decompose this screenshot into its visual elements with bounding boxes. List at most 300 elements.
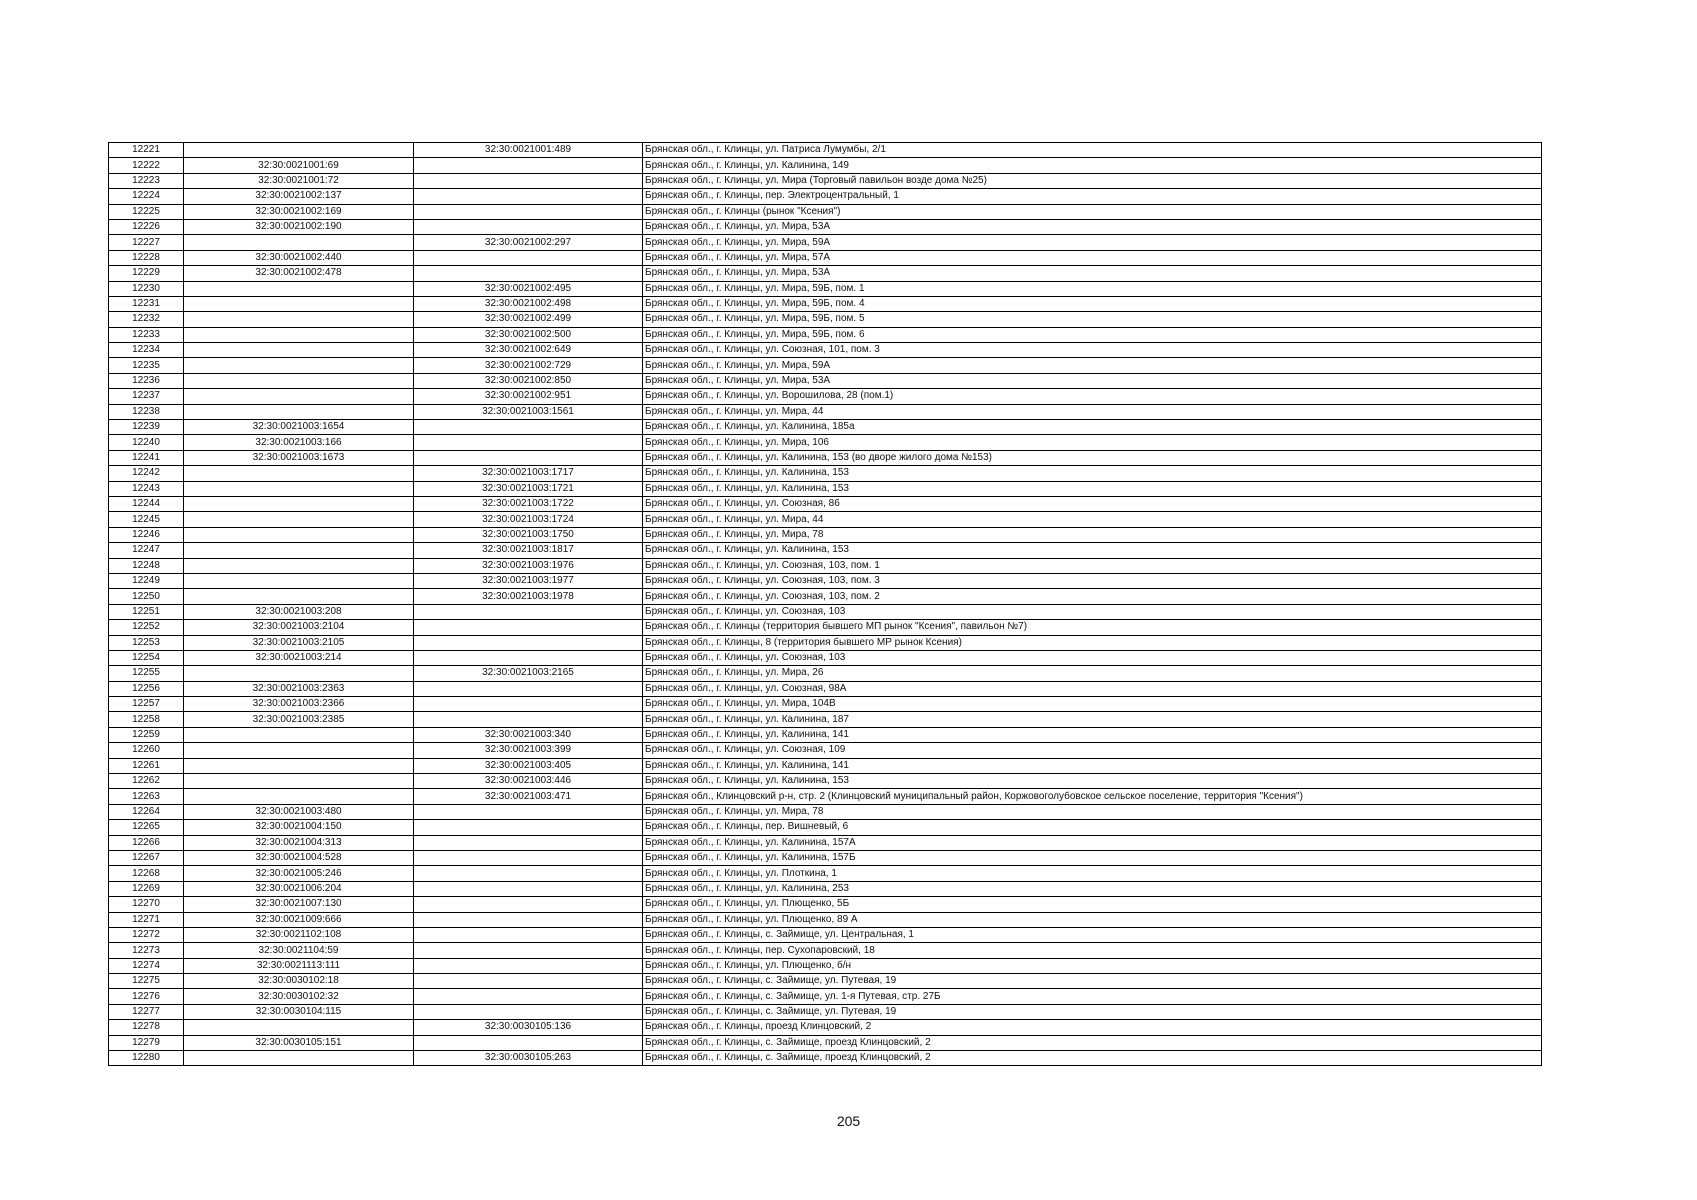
cadastral-number-cell: [184, 558, 414, 573]
row-number-cell: 12232: [109, 312, 184, 327]
room-cadastral-number-cell: [414, 974, 643, 989]
room-cadastral-number-cell: [414, 866, 643, 881]
room-cadastral-number-cell: [414, 958, 643, 973]
address-cell: Брянская обл., г. Клинцы, ул. Плющенко, б/н: [643, 958, 1542, 973]
cadastral-number-cell: [184, 543, 414, 558]
address-cell: Брянская обл., г. Клинцы, с. Займище, ул. Путевая, 19: [643, 1004, 1542, 1019]
table-row: [109, 235, 1542, 250]
row-number-cell: 12271: [109, 912, 184, 927]
cadastral-number-cell: [184, 327, 414, 342]
table-row: [109, 850, 1542, 865]
cadastral-number-cell: 32:30:0021006:204: [184, 881, 414, 896]
cadastral-number-cell: [184, 358, 414, 373]
row-number-cell: 12246: [109, 527, 184, 542]
row-number-cell: 12250: [109, 589, 184, 604]
cadastral-number-cell: 32:30:0021003:2104: [184, 620, 414, 635]
room-cadastral-number-cell: 32:30:0021002:649: [414, 343, 643, 358]
cadastral-number-cell: 32:30:0021001:69: [184, 158, 414, 173]
address-cell: Брянская обл., г. Клинцы (территория бывшего МП рынок "Ксения", павильон №7): [643, 620, 1542, 635]
row-number-cell: 12270: [109, 897, 184, 912]
table-row: [109, 312, 1542, 327]
room-cadastral-number-cell: [414, 927, 643, 942]
cadastral-number-cell: [184, 389, 414, 404]
cadastral-number-cell: [184, 589, 414, 604]
room-cadastral-number-cell: 32:30:0021003:1978: [414, 589, 643, 604]
address-cell: Брянская обл., г. Клинцы, ул. Мира, 106: [643, 435, 1542, 450]
room-cadastral-number-cell: 32:30:0021003:1977: [414, 573, 643, 588]
room-cadastral-number-cell: 32:30:0021003:1722: [414, 496, 643, 511]
cadastral-number-cell: 32:30:0021113:111: [184, 958, 414, 973]
room-cadastral-number-cell: [414, 820, 643, 835]
table-row: [109, 189, 1542, 204]
row-number-cell: 12221: [109, 143, 184, 158]
table-row: [109, 774, 1542, 789]
table-row: [109, 327, 1542, 342]
page-number: 205: [836, 1113, 861, 1129]
cadastral-number-cell: [184, 727, 414, 742]
cadastral-number-cell: 32:30:0021002:440: [184, 250, 414, 265]
cadastral-number-cell: [184, 343, 414, 358]
cadastral-number-cell: 32:30:0021003:2385: [184, 712, 414, 727]
row-number-cell: 12265: [109, 820, 184, 835]
cadastral-number-cell: 32:30:0021004:528: [184, 850, 414, 865]
cadastral-number-cell: 32:30:0021104:59: [184, 943, 414, 958]
table-row: [109, 666, 1542, 681]
table-row: [109, 343, 1542, 358]
room-cadastral-number-cell: [414, 650, 643, 665]
room-cadastral-number-cell: [414, 912, 643, 927]
table-row: [109, 404, 1542, 419]
address-cell: Брянская обл., г. Клинцы, ул. Союзная, 103: [643, 604, 1542, 619]
row-number-cell: 12255: [109, 666, 184, 681]
room-cadastral-number-cell: 32:30:0030105:136: [414, 1020, 643, 1035]
room-cadastral-number-cell: 32:30:0021003:2165: [414, 666, 643, 681]
room-cadastral-number-cell: [414, 266, 643, 281]
address-cell: Брянская обл., г. Клинцы, ул. Патриса Лумумбы, 2/1: [643, 143, 1542, 158]
address-cell: Брянская обл., г. Клинцы, ул. Мира, 26: [643, 666, 1542, 681]
row-number-cell: 12244: [109, 496, 184, 511]
cadastral-number-cell: 32:30:0021009:666: [184, 912, 414, 927]
table-row: [109, 620, 1542, 635]
registry-table: [108, 142, 1542, 1066]
address-cell: Брянская обл., г. Клинцы, ул. Плющенко, 5Б: [643, 897, 1542, 912]
cadastral-number-cell: [184, 666, 414, 681]
row-number-cell: 12231: [109, 296, 184, 311]
address-cell: Брянская обл., г. Клинцы, с. Займище, ул. 1-я Путевая, стр. 27Б: [643, 989, 1542, 1004]
row-number-cell: 12236: [109, 373, 184, 388]
table-row: [109, 250, 1542, 265]
room-cadastral-number-cell: [414, 681, 643, 696]
table-row: [109, 358, 1542, 373]
address-cell: Брянская обл., г. Клинцы (рынок "Ксения"): [643, 204, 1542, 219]
row-number-cell: 12234: [109, 343, 184, 358]
cadastral-number-cell: 32:30:0021003:208: [184, 604, 414, 619]
address-cell: Брянская обл., г. Клинцы, ул. Союзная, 109: [643, 743, 1542, 758]
cadastral-number-cell: 32:30:0030102:32: [184, 989, 414, 1004]
cadastral-number-cell: [184, 466, 414, 481]
row-number-cell: 12268: [109, 866, 184, 881]
row-number-cell: 12261: [109, 758, 184, 773]
address-cell: Брянская обл., г. Клинцы, ул. Калинина, 153: [643, 543, 1542, 558]
row-number-cell: 12223: [109, 173, 184, 188]
room-cadastral-number-cell: 32:30:0021003:1750: [414, 527, 643, 542]
table-row: [109, 420, 1542, 435]
cadastral-number-cell: 32:30:0021003:2105: [184, 635, 414, 650]
cadastral-number-cell: [184, 512, 414, 527]
room-cadastral-number-cell: 32:30:0021002:297: [414, 235, 643, 250]
cadastral-number-cell: 32:30:0030102:18: [184, 974, 414, 989]
cadastral-number-cell: [184, 281, 414, 296]
table-row: [109, 697, 1542, 712]
cadastral-number-cell: 32:30:0030105:151: [184, 1035, 414, 1050]
address-cell: Брянская обл., г. Клинцы, ул. Калинина, 157А: [643, 835, 1542, 850]
table-row: [109, 481, 1542, 496]
table-row: [109, 1020, 1542, 1035]
cadastral-number-cell: 32:30:0021003:2366: [184, 697, 414, 712]
address-cell: Брянская обл., г. Клинцы, ул. Калинина, 153: [643, 466, 1542, 481]
row-number-cell: 12266: [109, 835, 184, 850]
table-row: [109, 1051, 1542, 1066]
row-number-cell: 12239: [109, 420, 184, 435]
cadastral-number-cell: 32:30:0021002:478: [184, 266, 414, 281]
row-number-cell: 12228: [109, 250, 184, 265]
table-row: [109, 496, 1542, 511]
room-cadastral-number-cell: 32:30:0021003:405: [414, 758, 643, 773]
cadastral-number-cell: [184, 573, 414, 588]
table-row: [109, 912, 1542, 927]
row-number-cell: 12267: [109, 850, 184, 865]
room-cadastral-number-cell: 32:30:0021003:1724: [414, 512, 643, 527]
cadastral-number-cell: [184, 774, 414, 789]
room-cadastral-number-cell: 32:30:0021002:729: [414, 358, 643, 373]
table-row: [109, 143, 1542, 158]
row-number-cell: 12279: [109, 1035, 184, 1050]
cadastral-number-cell: [184, 312, 414, 327]
row-number-cell: 12253: [109, 635, 184, 650]
room-cadastral-number-cell: 32:30:0021003:1817: [414, 543, 643, 558]
address-cell: Брянская обл., г. Клинцы, с. Займище, проезд Клинцовский, 2: [643, 1035, 1542, 1050]
room-cadastral-number-cell: [414, 219, 643, 234]
address-cell: Брянская обл., г. Клинцы, ул. Калинина, 149: [643, 158, 1542, 173]
room-cadastral-number-cell: [414, 604, 643, 619]
table-row: [109, 681, 1542, 696]
row-number-cell: 12240: [109, 435, 184, 450]
room-cadastral-number-cell: [414, 712, 643, 727]
room-cadastral-number-cell: [414, 1004, 643, 1019]
room-cadastral-number-cell: 32:30:0030105:263: [414, 1051, 643, 1066]
room-cadastral-number-cell: [414, 804, 643, 819]
address-cell: Брянская обл., г. Клинцы, ул. Союзная, 103, пом. 2: [643, 589, 1542, 604]
address-cell: Брянская обл., г. Клинцы, ул. Союзная, 98А: [643, 681, 1542, 696]
address-cell: Брянская обл., г. Клинцы, ул. Союзная, 101, пом. 3: [643, 343, 1542, 358]
room-cadastral-number-cell: [414, 158, 643, 173]
table-row: [109, 266, 1542, 281]
address-cell: Брянская обл., г. Клинцы, ул. Мира, 59Б, пом. 4: [643, 296, 1542, 311]
address-cell: Брянская обл., г. Клинцы, ул. Калинина, 185а: [643, 420, 1542, 435]
address-cell: Брянская обл., г. Клинцы, проезд Клинцовский, 2: [643, 1020, 1542, 1035]
address-cell: Брянская обл., г. Клинцы, ул. Мира, 53А: [643, 373, 1542, 388]
table-row: [109, 389, 1542, 404]
address-cell: Брянская обл., г. Клинцы, ул. Мира, 104В: [643, 697, 1542, 712]
table-row: [109, 527, 1542, 542]
cadastral-number-cell: [184, 404, 414, 419]
row-number-cell: 12249: [109, 573, 184, 588]
address-cell: Брянская обл., г. Клинцы, пер. Сухопаровский, 18: [643, 943, 1542, 958]
cadastral-number-cell: [184, 143, 414, 158]
room-cadastral-number-cell: [414, 250, 643, 265]
row-number-cell: 12273: [109, 943, 184, 958]
room-cadastral-number-cell: [414, 204, 643, 219]
room-cadastral-number-cell: [414, 450, 643, 465]
cadastral-number-cell: [184, 789, 414, 804]
row-number-cell: 12235: [109, 358, 184, 373]
table-row: [109, 866, 1542, 881]
row-number-cell: 12241: [109, 450, 184, 465]
address-cell: Брянская обл., г. Клинцы, ул. Калинина, 153 (во дворе жилого дома №153): [643, 450, 1542, 465]
room-cadastral-number-cell: [414, 989, 643, 1004]
cadastral-number-cell: 32:30:0021003:166: [184, 435, 414, 450]
room-cadastral-number-cell: [414, 943, 643, 958]
table-row: [109, 466, 1542, 481]
cadastral-number-cell: 32:30:0021004:150: [184, 820, 414, 835]
registry-table-body: [109, 143, 1542, 1066]
room-cadastral-number-cell: [414, 420, 643, 435]
cadastral-number-cell: 32:30:0021003:1654: [184, 420, 414, 435]
room-cadastral-number-cell: 32:30:0021002:500: [414, 327, 643, 342]
address-cell: Брянская обл., г. Клинцы, с. Займище, проезд Клинцовский, 2: [643, 1051, 1542, 1066]
address-cell: Брянская обл., г. Клинцы, ул. Союзная, 103, пом. 1: [643, 558, 1542, 573]
table-row: [109, 1004, 1542, 1019]
table-row: [109, 743, 1542, 758]
row-number-cell: 12275: [109, 974, 184, 989]
room-cadastral-number-cell: [414, 635, 643, 650]
address-cell: Брянская обл., г. Клинцы, ул. Плющенко, 89 А: [643, 912, 1542, 927]
table-row: [109, 974, 1542, 989]
room-cadastral-number-cell: [414, 697, 643, 712]
room-cadastral-number-cell: [414, 850, 643, 865]
address-cell: Брянская обл., г. Клинцы, ул. Калинина, 157Б: [643, 850, 1542, 865]
address-cell: Брянская обл., г. Клинцы, ул. Мира, 59Б, пом. 5: [643, 312, 1542, 327]
table-row: [109, 712, 1542, 727]
cadastral-number-cell: [184, 743, 414, 758]
row-number-cell: 12259: [109, 727, 184, 742]
table-row: [109, 727, 1542, 742]
address-cell: Брянская обл., г. Клинцы, ул. Мира, 44: [643, 404, 1542, 419]
address-cell: Брянская обл., г. Клинцы, пер. Вишневый, 6: [643, 820, 1542, 835]
table-row: [109, 450, 1542, 465]
address-cell: Брянская обл., г. Клинцы, ул. Калинина, 141: [643, 758, 1542, 773]
address-cell: Брянская обл., г. Клинцы, ул. Мира, 78: [643, 527, 1542, 542]
address-cell: Брянская обл., г. Клинцы, ул. Союзная, 103, пом. 3: [643, 573, 1542, 588]
cadastral-number-cell: 32:30:0021003:1673: [184, 450, 414, 465]
row-number-cell: 12280: [109, 1051, 184, 1066]
row-number-cell: 12274: [109, 958, 184, 973]
cadastral-number-cell: [184, 496, 414, 511]
room-cadastral-number-cell: 32:30:0021003:399: [414, 743, 643, 758]
address-cell: Брянская обл., г. Клинцы, ул. Мира, 59Б, пом. 1: [643, 281, 1542, 296]
address-cell: Брянская обл., г. Клинцы, ул. Калинина, 141: [643, 727, 1542, 742]
room-cadastral-number-cell: [414, 881, 643, 896]
cadastral-number-cell: [184, 481, 414, 496]
room-cadastral-number-cell: [414, 189, 643, 204]
address-cell: Брянская обл., г. Клинцы, ул. Союзная, 103: [643, 650, 1542, 665]
table-row: [109, 219, 1542, 234]
address-cell: Брянская обл., г. Клинцы, ул. Мира, 53А: [643, 266, 1542, 281]
table-row: [109, 204, 1542, 219]
table-row: [109, 650, 1542, 665]
table-row: [109, 881, 1542, 896]
table-row: [109, 758, 1542, 773]
table-row: [109, 573, 1542, 588]
row-number-cell: 12256: [109, 681, 184, 696]
cadastral-number-cell: [184, 758, 414, 773]
table-row: [109, 958, 1542, 973]
room-cadastral-number-cell: [414, 620, 643, 635]
row-number-cell: 12254: [109, 650, 184, 665]
address-cell: Брянская обл., г. Клинцы, пер. Электроцентральный, 1: [643, 189, 1542, 204]
cadastral-number-cell: 32:30:0021004:313: [184, 835, 414, 850]
row-number-cell: 12263: [109, 789, 184, 804]
cadastral-number-cell: 32:30:0021002:137: [184, 189, 414, 204]
room-cadastral-number-cell: 32:30:0021002:498: [414, 296, 643, 311]
table-row: [109, 158, 1542, 173]
cadastral-number-cell: [184, 296, 414, 311]
row-number-cell: 12260: [109, 743, 184, 758]
room-cadastral-number-cell: 32:30:0021003:446: [414, 774, 643, 789]
row-number-cell: 12257: [109, 697, 184, 712]
row-number-cell: 12230: [109, 281, 184, 296]
address-cell: Брянская обл., г. Клинцы, ул. Мира, 59Б, пом. 6: [643, 327, 1542, 342]
room-cadastral-number-cell: 32:30:0021003:1721: [414, 481, 643, 496]
table-row: [109, 943, 1542, 958]
table-row: [109, 789, 1542, 804]
table-row: [109, 512, 1542, 527]
row-number-cell: 12227: [109, 235, 184, 250]
cadastral-number-cell: [184, 235, 414, 250]
address-cell: Брянская обл., г. Клинцы, с. Займище, ул. Путевая, 19: [643, 974, 1542, 989]
room-cadastral-number-cell: [414, 897, 643, 912]
room-cadastral-number-cell: 32:30:0021003:340: [414, 727, 643, 742]
room-cadastral-number-cell: 32:30:0021003:471: [414, 789, 643, 804]
address-cell: Брянская обл., г. Клинцы, ул. Мира, 59А: [643, 358, 1542, 373]
address-cell: Брянская обл., г. Клинцы, ул. Мира, 53А: [643, 219, 1542, 234]
row-number-cell: 12226: [109, 219, 184, 234]
address-cell: Брянская обл., г. Клинцы, ул. Союзная, 86: [643, 496, 1542, 511]
row-number-cell: 12222: [109, 158, 184, 173]
address-cell: Брянская обл., г. Клинцы, ул. Калинина, 187: [643, 712, 1542, 727]
cadastral-number-cell: 32:30:0021002:169: [184, 204, 414, 219]
address-cell: Брянская обл., г. Клинцы, ул. Плоткина, 1: [643, 866, 1542, 881]
table-row: [109, 589, 1542, 604]
table-row: [109, 173, 1542, 188]
address-cell: Брянская обл., г. Клинцы, ул. Мира (Торговый павильон возде дома №25): [643, 173, 1542, 188]
table-row: [109, 604, 1542, 619]
room-cadastral-number-cell: 32:30:0021001:489: [414, 143, 643, 158]
address-cell: Брянская обл., г. Клинцы, ул. Калинина, 153: [643, 481, 1542, 496]
table-row: [109, 296, 1542, 311]
address-cell: Брянская обл., г. Клинцы, ул. Ворошилова, 28 (пом.1): [643, 389, 1542, 404]
row-number-cell: 12251: [109, 604, 184, 619]
table-row: [109, 635, 1542, 650]
table-row: [109, 989, 1542, 1004]
cadastral-number-cell: 32:30:0021003:2363: [184, 681, 414, 696]
table-row: [109, 435, 1542, 450]
room-cadastral-number-cell: [414, 173, 643, 188]
row-number-cell: 12224: [109, 189, 184, 204]
row-number-cell: 12225: [109, 204, 184, 219]
row-number-cell: 12233: [109, 327, 184, 342]
row-number-cell: 12247: [109, 543, 184, 558]
address-cell: Брянская обл., г. Клинцы, ул. Калинина, 253: [643, 881, 1542, 896]
row-number-cell: 12269: [109, 881, 184, 896]
cadastral-number-cell: 32:30:0030104:115: [184, 1004, 414, 1019]
cadastral-number-cell: [184, 1051, 414, 1066]
address-cell: Брянская обл., Клинцовский р-н, стр. 2 (Клинцовский муниципальный район, Коржовоголубовское сельское поселение, территория "Ксения"): [643, 789, 1542, 804]
room-cadastral-number-cell: [414, 435, 643, 450]
row-number-cell: 12264: [109, 804, 184, 819]
address-cell: Брянская обл., г. Клинцы, с. Займище, ул. Центральная, 1: [643, 927, 1542, 942]
room-cadastral-number-cell: 32:30:0021002:499: [414, 312, 643, 327]
row-number-cell: 12278: [109, 1020, 184, 1035]
row-number-cell: 12258: [109, 712, 184, 727]
table-row: [109, 543, 1542, 558]
cadastral-number-cell: 32:30:0021003:214: [184, 650, 414, 665]
room-cadastral-number-cell: 32:30:0021003:1561: [414, 404, 643, 419]
cadastral-number-cell: 32:30:0021002:190: [184, 219, 414, 234]
table-row: [109, 897, 1542, 912]
room-cadastral-number-cell: 32:30:0021003:1976: [414, 558, 643, 573]
address-cell: Брянская обл., г. Клинцы, ул. Калинина, 153: [643, 774, 1542, 789]
row-number-cell: 12272: [109, 927, 184, 942]
cadastral-number-cell: 32:30:0021003:480: [184, 804, 414, 819]
table-row: [109, 373, 1542, 388]
row-number-cell: 12238: [109, 404, 184, 419]
cadastral-number-cell: [184, 527, 414, 542]
address-cell: Брянская обл., г. Клинцы, ул. Мира, 57А: [643, 250, 1542, 265]
row-number-cell: 12252: [109, 620, 184, 635]
address-cell: Брянская обл., г. Клинцы, ул. Мира, 59А: [643, 235, 1542, 250]
cadastral-number-cell: 32:30:0021001:72: [184, 173, 414, 188]
room-cadastral-number-cell: [414, 1035, 643, 1050]
room-cadastral-number-cell: 32:30:0021003:1717: [414, 466, 643, 481]
table-row: [109, 281, 1542, 296]
table-row: [109, 820, 1542, 835]
row-number-cell: 12243: [109, 481, 184, 496]
address-cell: Брянская обл., г. Клинцы, 8 (территория бывшего МР рынок Ксения): [643, 635, 1542, 650]
cadastral-number-cell: [184, 1020, 414, 1035]
room-cadastral-number-cell: 32:30:0021002:495: [414, 281, 643, 296]
row-number-cell: 12237: [109, 389, 184, 404]
row-number-cell: 12248: [109, 558, 184, 573]
address-cell: Брянская обл., г. Клинцы, ул. Мира, 78: [643, 804, 1542, 819]
room-cadastral-number-cell: [414, 835, 643, 850]
cadastral-number-cell: 32:30:0021007:130: [184, 897, 414, 912]
room-cadastral-number-cell: 32:30:0021002:850: [414, 373, 643, 388]
table-row: [109, 835, 1542, 850]
row-number-cell: 12242: [109, 466, 184, 481]
row-number-cell: 12262: [109, 774, 184, 789]
address-cell: Брянская обл., г. Клинцы, ул. Мира, 44: [643, 512, 1542, 527]
table-row: [109, 804, 1542, 819]
table-row: [109, 1035, 1542, 1050]
table-row: [109, 927, 1542, 942]
row-number-cell: 12245: [109, 512, 184, 527]
cadastral-number-cell: 32:30:0021102:108: [184, 927, 414, 942]
cadastral-number-cell: [184, 373, 414, 388]
row-number-cell: 12277: [109, 1004, 184, 1019]
row-number-cell: 12276: [109, 989, 184, 1004]
cadastral-number-cell: 32:30:0021005:246: [184, 866, 414, 881]
